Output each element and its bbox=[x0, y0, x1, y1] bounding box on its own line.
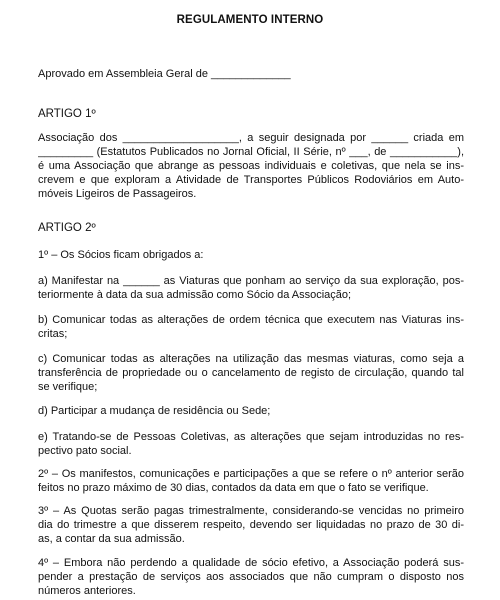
artigo-1-line: móveis Ligeiros de Passageiros. bbox=[38, 188, 197, 200]
artigo-2-intro: 1º – Os Sócios ficam obrigados a: bbox=[38, 249, 204, 261]
item-c-line: transferência de propriedade ou o cancelamento de registo de circulação, quando tal bbox=[38, 367, 464, 379]
artigo-2-heading: ARTIGO 2º bbox=[38, 222, 96, 234]
item-b-line: critas; bbox=[38, 328, 68, 340]
artigo-1-line: é uma Associação que abrange as pessoas individuais e coletivas, que nela se ins- bbox=[38, 160, 464, 172]
artigo-1-heading: ARTIGO 1º bbox=[38, 108, 96, 120]
paragraph-2-line: feitos no prazo máximo de 30 dias, contados da data em que o fato se verifique. bbox=[38, 482, 429, 494]
item-e-line: pectivo pato social. bbox=[38, 445, 132, 457]
paragraph-4-line: 4º – Embora não perdendo a qualidade de sócio efetivo, a Associação poderá sus- bbox=[38, 557, 464, 569]
item-a-line: teriormente à data da sua admissão como Sócio da Associação; bbox=[38, 289, 352, 301]
artigo-1-line: _________ (Estatutos Publicados no Jornal Oficial, II Série, nº ___, de ___________), bbox=[38, 146, 464, 158]
paragraph-3-line: 3º – As Quotas serão pagas trimestralmente, considerando-se vencidas no primeiro bbox=[38, 505, 464, 517]
artigo-1-line: Associação dos ___________________, a seguir designada por ______ criada em bbox=[38, 132, 464, 144]
item-b-line: b) Comunicar todas as alterações de ordem técnica que executem nas Viaturas ins- bbox=[38, 314, 464, 326]
item-c-line: se verifique; bbox=[38, 381, 98, 393]
paragraph-3-line: dia do trimestre a que disserem respeito, devendo ser liquidadas no prazo de 30 di- bbox=[38, 519, 464, 531]
paragraph-3-line: as, a contar da sua admissão. bbox=[38, 533, 185, 545]
approval-line: Aprovado em Assembleia Geral de _____________ bbox=[38, 68, 291, 80]
item-d-line: d) Participar a mudança de residência ou Sede; bbox=[38, 405, 271, 417]
paragraph-4-line: pender a prestação de serviços aos associados que não cumpram o disposto nos bbox=[38, 571, 464, 583]
item-a-line: a) Manifestar na ______ as Viaturas que ponham ao serviço da sua exploração, pos- bbox=[38, 275, 464, 287]
document-title: REGULAMENTO INTERNO bbox=[176, 14, 324, 26]
paragraph-4-line: números anteriores. bbox=[38, 585, 136, 597]
paragraph-2-line: 2º – Os manifestos, comunicações e participações a que se refere o nº anterior serão bbox=[38, 468, 464, 480]
item-e-line: e) Tratando-se de Pessoas Coletivas, as alterações que sejam introduzidas no res- bbox=[38, 431, 464, 443]
artigo-1-line: crevem e que exploram a Atividade de Transportes Públicos Rodoviários em Auto- bbox=[38, 174, 464, 186]
item-c-line: c) Comunicar todas as alterações na utilização das mesmas viaturas, como seja a bbox=[38, 353, 464, 365]
